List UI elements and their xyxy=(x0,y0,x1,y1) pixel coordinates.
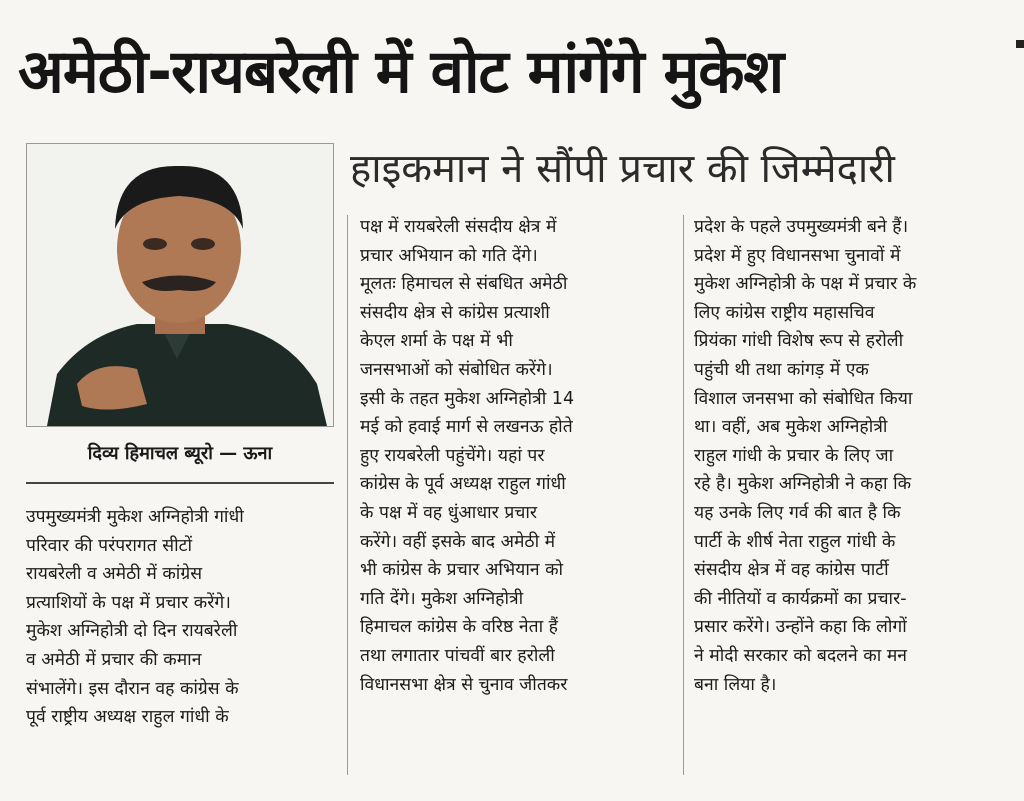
article-column-2 xyxy=(360,213,672,699)
text-line: प्रचार अभियान को गति देंगे। xyxy=(360,245,538,266)
text-line: लिए कांग्रेस राष्ट्रीय महासचिव xyxy=(694,302,875,323)
text-line: पार्टी के शीर्ष नेता राहुल गांधी के xyxy=(694,531,896,552)
text-line: प्रत्याशियों के पक्ष में प्रचार करेंगे। xyxy=(26,592,231,613)
text-line: के पक्ष में वह धुंआधार प्रचार xyxy=(360,502,538,523)
subheadline: हाइकमान ने सौंपी प्रचार की जिम्मेदारी xyxy=(350,146,895,192)
text-line: जनसभाओं को संबोधित करेंगे। xyxy=(360,359,553,380)
text-line: ने मोदी सरकार को बदलने का मन xyxy=(694,645,908,666)
text-line: विशाल जनसभा को संबोधित किया xyxy=(694,388,913,409)
text-line: रहे है। मुकेश अग्निहोत्री ने कहा कि xyxy=(694,474,912,495)
column-divider xyxy=(683,215,684,775)
text-line: परिवार की परंपरागत सीटों xyxy=(26,535,192,556)
text-line: इसी के तहत मुकेश अग्निहोत्री 14 xyxy=(360,388,575,409)
article-column-3 xyxy=(694,213,1006,699)
text-line: संसदीय क्षेत्र से कांग्रेस प्रत्याशी xyxy=(360,302,550,323)
text-line: विधानसभा क्षेत्र से चुनाव जीतकर xyxy=(360,674,568,695)
text-line: करेंगे। वहीं इसके बाद अमेठी में xyxy=(360,531,556,552)
text-line: यह उनके लिए गर्व की बात है कि xyxy=(694,502,901,523)
byline-divider xyxy=(26,482,334,484)
text-line: व अमेठी में प्रचार की कमान xyxy=(26,649,202,670)
text-line: बना लिया है। xyxy=(694,674,777,695)
text-line: की नीतियों व कार्यक्रमों का प्रचार- xyxy=(694,588,907,609)
text-line: कांग्रेस के पूर्व अध्यक्ष राहुल गांधी xyxy=(360,474,566,495)
text-line: मई को हवाई मार्ग से लखनऊ होते xyxy=(360,417,573,438)
text-line: संभालेंगे। इस दौरान वह कांग्रेस के xyxy=(26,678,239,699)
page-edge-mark xyxy=(1016,40,1024,48)
text-line: प्रदेश के पहले उपमुख्यमंत्री बने हैं। xyxy=(694,217,909,237)
text-line: प्रदेश में हुए विधानसभा चुनावों में xyxy=(694,245,901,266)
byline: दिव्य हिमाचल ब्यूरो — ऊना xyxy=(87,443,273,464)
text-line: प्रियंका गांधी विशेष रूप से हरोली xyxy=(694,331,904,352)
text-line: मूलतः हिमाचल से संबधित अमेठी xyxy=(360,274,568,295)
text-line: पक्ष में रायबरेली संसदीय क्षेत्र में xyxy=(360,217,557,237)
text-line: राहुल गांधी के प्रचार के लिए जा xyxy=(694,445,894,466)
column-divider xyxy=(347,215,348,775)
text-line: हिमाचल कांग्रेस के वरिष्ठ नेता हैं xyxy=(360,617,558,638)
text-line: केएल शर्मा के पक्ष में भी xyxy=(360,331,513,352)
portrait-photo xyxy=(26,143,334,427)
text-line: मुकेश अग्निहोत्री के पक्ष में प्रचार के xyxy=(694,274,917,295)
article-column-1 xyxy=(26,503,336,732)
text-line: उपमुख्यमंत्री मुकेश अग्निहोत्री गांधी xyxy=(26,507,244,527)
text-line: पहुंची थी तथा कांगड़ में एक xyxy=(694,359,869,380)
text-line: था। वहीं, अब मुकेश अग्निहोत्री xyxy=(694,417,888,438)
text-line: संसदीय क्षेत्र में वह कांग्रेस पार्टी xyxy=(694,560,889,581)
text-line: भी कांग्रेस के प्रचार अभियान को xyxy=(360,560,564,581)
text-line: गति देंगे। मुकेश अग्निहोत्री xyxy=(360,588,524,609)
text-line: पूर्व राष्ट्रीय अध्यक्ष राहुल गांधी के xyxy=(26,707,229,728)
text-line: रायबरेली व अमेठी में कांग्रेस xyxy=(26,564,203,585)
headline: अमेठी-रायबरेली में वोट मांगेंगे मुकेश xyxy=(18,37,784,107)
text-line: हुए रायबरेली पहुंचेंगे। यहां पर xyxy=(360,445,545,466)
text-line: मुकेश अग्निहोत्री दो दिन रायबरेली xyxy=(26,621,238,642)
text-line: प्रसार करेंगे। उन्होंने कहा कि लोगों xyxy=(694,617,907,638)
portrait-icon xyxy=(27,144,333,426)
text-line: तथा लगातार पांचवीं बार हरोली xyxy=(360,645,555,666)
